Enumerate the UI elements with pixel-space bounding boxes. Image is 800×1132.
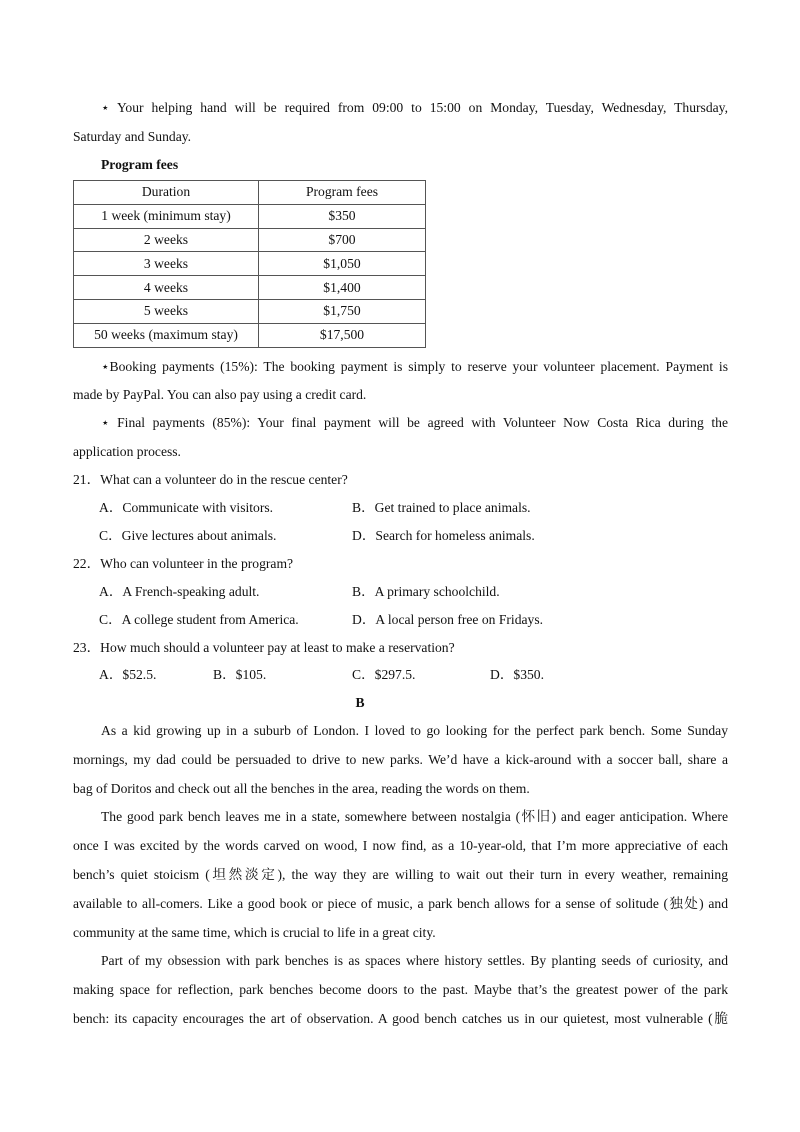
fee-cell: $1,750 bbox=[259, 299, 426, 323]
booking-line-1: ⋆Booking payments (15%): The booking payment is simply to reserve your volunteer placement. Payment is bbox=[101, 359, 728, 374]
intro-line-2: Saturday and Sunday. bbox=[73, 129, 192, 144]
passage-line: As a kid growing up in a suburb of London. I loved to go looking for the perfect park bench. Some Sunday bbox=[101, 723, 728, 738]
fee-cell: $700 bbox=[259, 228, 426, 252]
table-header-row bbox=[74, 181, 426, 205]
table-row bbox=[74, 252, 426, 276]
passage-line: bag of Doritos and check out all the benches in the area, reading the words on them. bbox=[73, 781, 530, 796]
duration-cell: 4 weeks bbox=[74, 276, 259, 300]
passage-line: Part of my obsession with park benches is as spaces where history settles. By planting seeds of curiosity, and bbox=[101, 953, 728, 968]
question-23-stem: 23．How much should a volunteer pay at least to make a reservation? bbox=[73, 640, 455, 655]
intro-line-1: ⋆ Your helping hand will be required from 09:00 to 15:00 on Monday, Tuesday, Wednesday, Thursday, bbox=[101, 100, 728, 115]
table-row bbox=[74, 276, 426, 300]
passage-line: once I was excited by the words carved on wood, I now find, as a 10-year-old, that I’m more appreciative of each bbox=[73, 838, 728, 853]
question-21-option-c: C．Give lectures about animals. bbox=[99, 528, 277, 543]
passage-line: available to all-comers. Like a good book or piece of music, a park bench allows for a sense of solitude (独处) and bbox=[73, 896, 728, 911]
question-21-stem: 21．What can a volunteer do in the rescue center? bbox=[73, 472, 348, 487]
final-line-2: application process. bbox=[73, 444, 181, 459]
table-row bbox=[74, 204, 426, 228]
fee-cell: $1,400 bbox=[259, 276, 426, 300]
fee-cell: $350 bbox=[259, 204, 426, 228]
table-row bbox=[74, 323, 426, 347]
table-row bbox=[74, 299, 426, 323]
duration-cell: 1 week (minimum stay) bbox=[74, 204, 259, 228]
duration-cell: 5 weeks bbox=[74, 299, 259, 323]
question-21-option-a: A．Communicate with visitors. bbox=[99, 500, 274, 515]
question-22-stem: 22．Who can volunteer in the program? bbox=[73, 556, 294, 571]
passage-line: community at the same time, which is crucial to life in a great city. bbox=[73, 925, 436, 940]
program-fees-table bbox=[73, 180, 426, 348]
passage-line: The good park bench leaves me in a state, somewhere between nostalgia (怀旧) and eager anticipation. Where bbox=[101, 809, 728, 824]
question-22-option-b: B．A primary schoolchild. bbox=[352, 584, 500, 599]
table-row bbox=[74, 228, 426, 252]
passage-line: mornings, my dad could be persuaded to drive to new parks. We’d have a kick-around with a soccer ball, share a bbox=[73, 752, 728, 767]
passage-line: bench’s quiet stoicism (坦然淡定), the way they are willing to wait out their turn in every weather, remaining bbox=[73, 867, 728, 882]
fee-cell: $17,500 bbox=[259, 323, 426, 347]
section-label: B bbox=[355, 695, 365, 710]
question-23-option-c: C．$297.5. bbox=[352, 667, 416, 682]
column-header-fees: Program fees bbox=[259, 181, 426, 205]
question-23-option-a: A．$52.5. bbox=[99, 667, 157, 682]
fees-heading: Program fees bbox=[101, 157, 179, 172]
column-header-duration: Duration bbox=[74, 181, 259, 205]
final-line-1: ⋆ Final payments (85%): Your final payment will be agreed with Volunteer Now Costa Rica during the bbox=[101, 415, 728, 430]
question-23-option-b: B．$105. bbox=[213, 667, 267, 682]
question-22-option-c: C．A college student from America. bbox=[99, 612, 299, 627]
question-23-option-d: D．$350. bbox=[490, 667, 544, 682]
passage-line: bench: its capacity encourages the art of observation. A good bench catches us in our quietest, most vulnerable (脆 bbox=[73, 1011, 728, 1026]
duration-cell: 3 weeks bbox=[74, 252, 259, 276]
question-21-option-d: D．Search for homeless animals. bbox=[352, 528, 535, 543]
duration-cell: 2 weeks bbox=[74, 228, 259, 252]
fee-cell: $1,050 bbox=[259, 252, 426, 276]
passage-line: making space for reflection, park benches become doors to the past. Maybe that’s the greatest power of the park bbox=[73, 982, 728, 997]
question-21-option-b: B．Get trained to place animals. bbox=[352, 500, 531, 515]
question-22-option-a: A．A French-speaking adult. bbox=[99, 584, 260, 599]
question-22-option-d: D．A local person free on Fridays. bbox=[352, 612, 544, 627]
booking-line-2: made by PayPal. You can also pay using a credit card. bbox=[73, 387, 367, 402]
duration-cell: 50 weeks (maximum stay) bbox=[74, 323, 259, 347]
